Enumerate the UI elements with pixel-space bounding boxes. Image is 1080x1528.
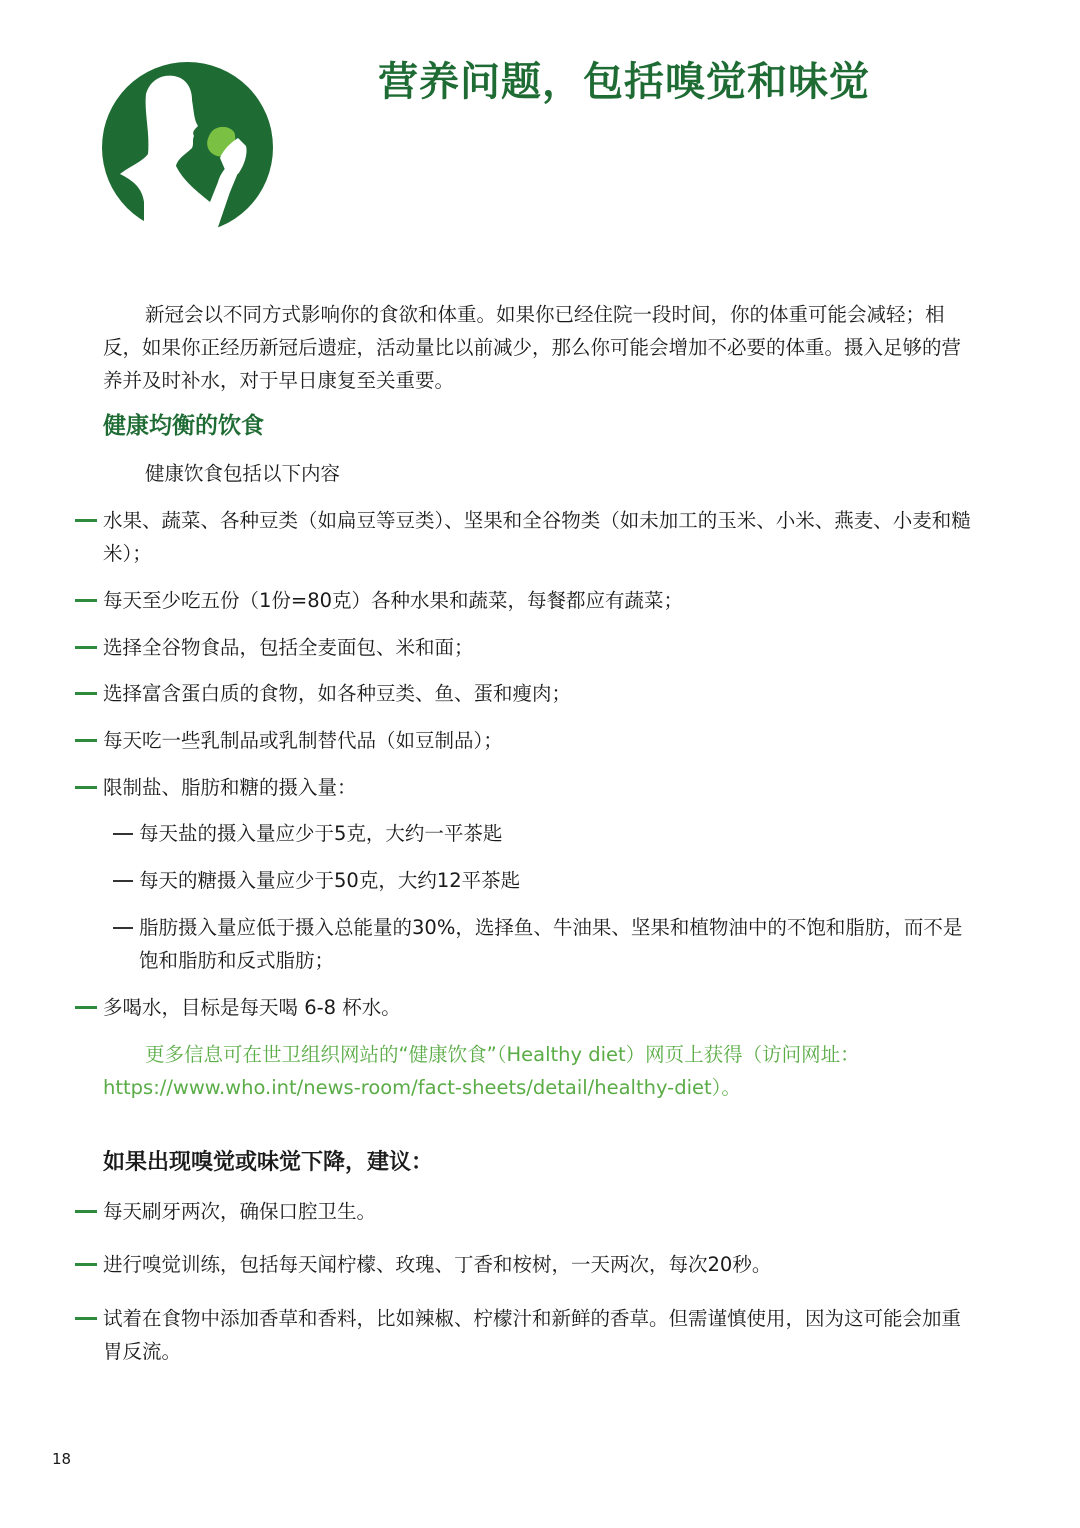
list-item: 多喝水，目标是每天喝 6-8 杯水。: [103, 991, 979, 1024]
sub-list-item: 每天的糖摄入量应少于50克，大约12平茶匙: [139, 864, 979, 897]
bullet-dash-icon: [75, 692, 97, 695]
page-title: 营养问题，包括嗅觉和味觉: [378, 59, 870, 105]
list-item: 选择富含蛋白质的食物，如各种豆类、鱼、蛋和瘦肉；: [103, 677, 979, 710]
list-item: 试着在食物中添加香草和香料，比如辣椒、柠檬汁和新鲜的香草。但需谨慎使用，因为这可能会加重胃反流。: [103, 1302, 979, 1368]
sub-bullet-dash-icon: [113, 880, 133, 882]
more-info-link-text: 更多信息可在世卫组织网站的“健康饮食”（Healthy diet）网页上获得（访问网址：https://www.who.int/news-room/fact-sheets/detail/healthy-diet）。: [103, 1043, 860, 1099]
sub-list-item: 脂肪摄入量应低于摄入总能量的30%，选择鱼、牛油果、坚果和植物油中的不饱和脂肪，而不是饱和脂肪和反式脂肪；: [139, 911, 979, 977]
list-item: 每天吃一些乳制品或乳制替代品（如豆制品）；: [103, 724, 979, 757]
diet-lead-text: 健康饮食包括以下内容: [145, 462, 341, 485]
bullet-dash-icon: [75, 1317, 97, 1320]
person-eating-apple-icon: [102, 62, 273, 233]
bullet-dash-icon: [75, 739, 97, 742]
list-item: 每天刷牙两次，确保口腔卫生。: [103, 1195, 979, 1228]
section-heading-smell: 如果出现嗅觉或味觉下降，建议：: [103, 1150, 434, 1175]
bullet-dash-icon: [75, 646, 97, 649]
list-item: 选择全谷物食品，包括全麦面包、米和面；: [103, 631, 979, 664]
list-item: 每天至少吃五份（1份=80克）各种水果和蔬菜，每餐都应有蔬菜；: [103, 584, 979, 617]
sub-list-item: 每天盐的摄入量应少于5克，大约一平茶匙: [139, 817, 979, 850]
sub-bullet-dash-icon: [113, 833, 133, 835]
list-item: 水果、蔬菜、各种豆类（如扁豆等豆类）、坚果和全谷物类（如未加工的玉米、小米、燕麦、小麦和糙米）；: [103, 504, 979, 570]
bullet-dash-icon: [75, 1006, 97, 1009]
bullet-dash-icon: [75, 1263, 97, 1266]
bullet-dash-icon: [75, 599, 97, 602]
list-item: 限制盐、脂肪和糖的摄入量：: [103, 771, 979, 804]
list-item: 进行嗅觉训练，包括每天闻柠檬、玫瑰、丁香和桉树，一天两次，每次20秒。: [103, 1248, 979, 1281]
section-heading-diet: 健康均衡的饮食: [103, 413, 264, 439]
bullet-dash-icon: [75, 519, 97, 522]
intro-paragraph: 新冠会以不同方式影响你的食欲和体重。如果你已经住院一段时间，你的体重可能会减轻；相反，如果你正经历新冠后遗症，活动量比以前减少，那么你可能会增加不必要的体重。摄入足够的营养并及时补水，对于早日康复至关重要。: [103, 303, 962, 392]
bullet-dash-icon: [75, 786, 97, 789]
page-number: 18: [52, 1450, 72, 1468]
bullet-dash-icon: [75, 1210, 97, 1213]
sub-bullet-dash-icon: [113, 927, 133, 929]
